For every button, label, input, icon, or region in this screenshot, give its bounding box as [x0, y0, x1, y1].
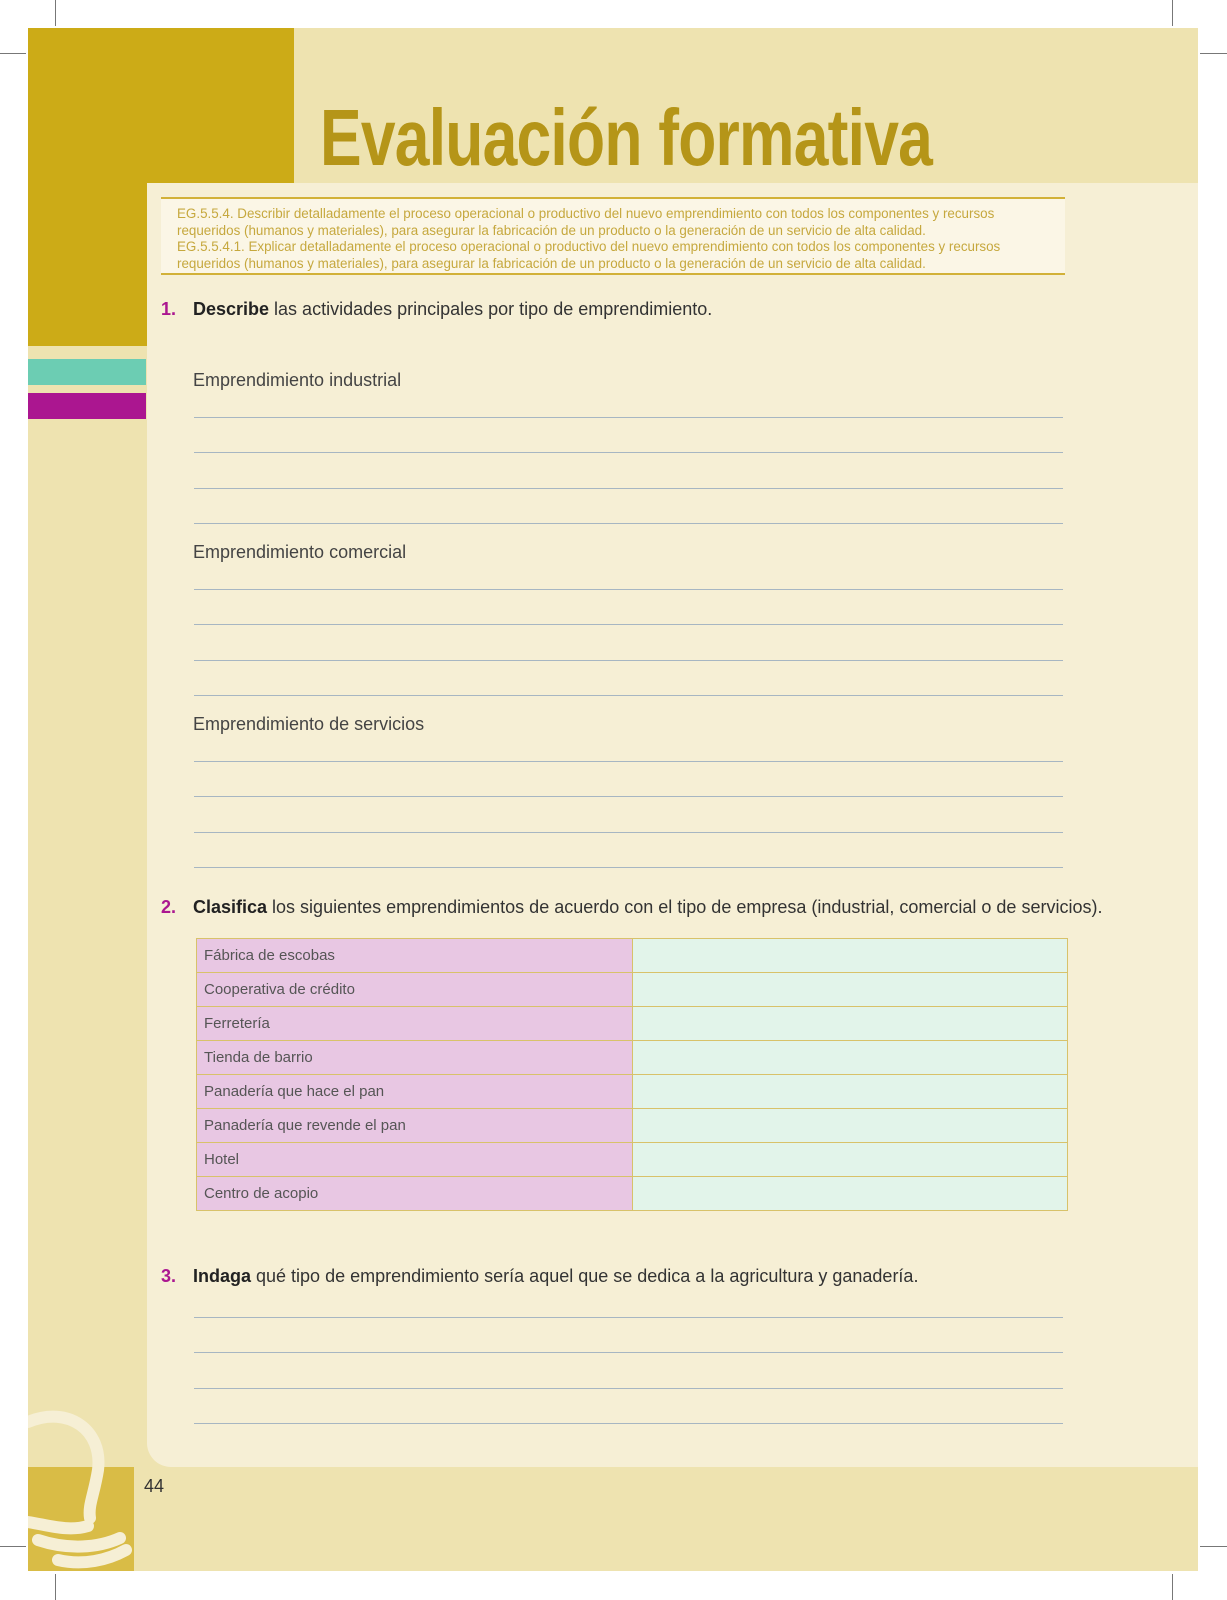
- business-name-cell: Ferretería: [197, 1007, 633, 1041]
- section-label-servicios: Emprendimiento de servicios: [193, 714, 425, 734]
- table-row: [197, 1177, 1068, 1211]
- question-verb: Clasifica: [193, 897, 268, 917]
- crop-mark: [1200, 53, 1227, 54]
- answer-line[interactable]: [194, 1317, 1063, 1318]
- question-body: los siguientes emprendimientos de acuerdo con el tipo de empresa (industrial, comercial o de servicios).: [267, 897, 1103, 917]
- crop-mark: [1200, 1546, 1227, 1547]
- classification-answer-cell[interactable]: [633, 1177, 1068, 1211]
- table-row: [197, 1109, 1068, 1143]
- objective-line: EG.5.5.4.1. Explicar detalladamente el proceso operacional o productivo del nuevo emprendimiento con todos los componentes y recursos: [177, 239, 1001, 254]
- answer-line[interactable]: [194, 452, 1063, 453]
- magenta-accent-bar: [28, 393, 146, 419]
- answer-line[interactable]: [194, 1388, 1063, 1389]
- objective-line: requeridos (humanos y materiales), para asegurar la fabricación de un producto o la generación de un servicio de alta calidad.: [177, 222, 926, 238]
- crop-mark: [0, 1546, 26, 1547]
- question-verb: Describe: [193, 299, 270, 319]
- page-title: Evaluación formativa: [320, 93, 933, 182]
- question-number: 1.: [161, 299, 177, 319]
- answer-line[interactable]: [194, 660, 1063, 661]
- business-name-cell: Tienda de barrio: [197, 1041, 633, 1075]
- business-name-cell: Panadería que hace el pan: [197, 1075, 633, 1109]
- answer-line[interactable]: [194, 695, 1063, 696]
- answer-line[interactable]: [194, 832, 1063, 833]
- answer-line[interactable]: [194, 796, 1063, 797]
- question-verb: Indaga: [193, 1266, 252, 1286]
- answer-line[interactable]: [194, 589, 1063, 590]
- business-name-cell: Fábrica de escobas: [197, 939, 633, 973]
- crop-mark: [55, 0, 56, 26]
- answer-line[interactable]: [194, 417, 1063, 418]
- answer-line[interactable]: [194, 761, 1063, 762]
- objectives-box: [161, 197, 1065, 275]
- answer-line[interactable]: [194, 1352, 1063, 1353]
- classification-table: [196, 938, 1068, 1211]
- objective-line: EG.5.5.4. Describir detalladamente el proceso operacional o productivo del nuevo emprendimiento con todos los componentes y recursos: [177, 206, 995, 221]
- classification-answer-cell[interactable]: [633, 939, 1068, 973]
- classification-answer-cell[interactable]: [633, 1143, 1068, 1177]
- footer-band: [28, 1467, 1198, 1571]
- business-name-cell: Hotel: [197, 1143, 633, 1177]
- table-row: [197, 1075, 1068, 1109]
- objective-line: requeridos (humanos y materiales), para asegurar la fabricación de un producto o la generación de un servicio de alta calidad.: [177, 255, 926, 271]
- table-row: [197, 1041, 1068, 1075]
- question-number: 3.: [161, 1266, 177, 1286]
- lightbulb-icon: [28, 1400, 138, 1571]
- question-3-text: [193, 1266, 918, 1287]
- question-number: 2.: [161, 897, 177, 917]
- classification-answer-cell[interactable]: [633, 1109, 1068, 1143]
- table-row: [197, 1143, 1068, 1177]
- answer-line[interactable]: [194, 624, 1063, 625]
- section-label-industrial: Emprendimiento industrial: [193, 370, 402, 390]
- section-label-comercial: Emprendimiento comercial: [193, 542, 407, 562]
- crop-mark: [1172, 0, 1173, 26]
- page-number: 44: [144, 1476, 165, 1496]
- table-row: [197, 973, 1068, 1007]
- answer-line[interactable]: [194, 488, 1063, 489]
- classification-answer-cell[interactable]: [633, 1041, 1068, 1075]
- teal-accent-bar: [28, 359, 146, 385]
- answer-line[interactable]: [194, 867, 1063, 868]
- question-1-text: [193, 299, 712, 320]
- business-name-cell: Panadería que revende el pan: [197, 1109, 633, 1143]
- classification-answer-cell[interactable]: [633, 1075, 1068, 1109]
- business-name-cell: Cooperativa de crédito: [197, 973, 633, 1007]
- question-body: qué tipo de emprendimiento sería aquel que se dedica a la agricultura y ganadería.: [251, 1266, 919, 1286]
- table-row: [197, 939, 1068, 973]
- question-2-text: [193, 897, 1102, 918]
- crop-mark: [0, 53, 26, 54]
- classification-answer-cell[interactable]: [633, 973, 1068, 1007]
- classification-answer-cell[interactable]: [633, 1007, 1068, 1041]
- business-name-cell: Centro de acopio: [197, 1177, 633, 1211]
- answer-line[interactable]: [194, 1423, 1063, 1424]
- crop-mark: [55, 1574, 56, 1600]
- table-row: [197, 1007, 1068, 1041]
- answer-line[interactable]: [194, 523, 1063, 524]
- crop-mark: [1172, 1574, 1173, 1600]
- question-body: las actividades principales por tipo de emprendimiento.: [269, 299, 713, 319]
